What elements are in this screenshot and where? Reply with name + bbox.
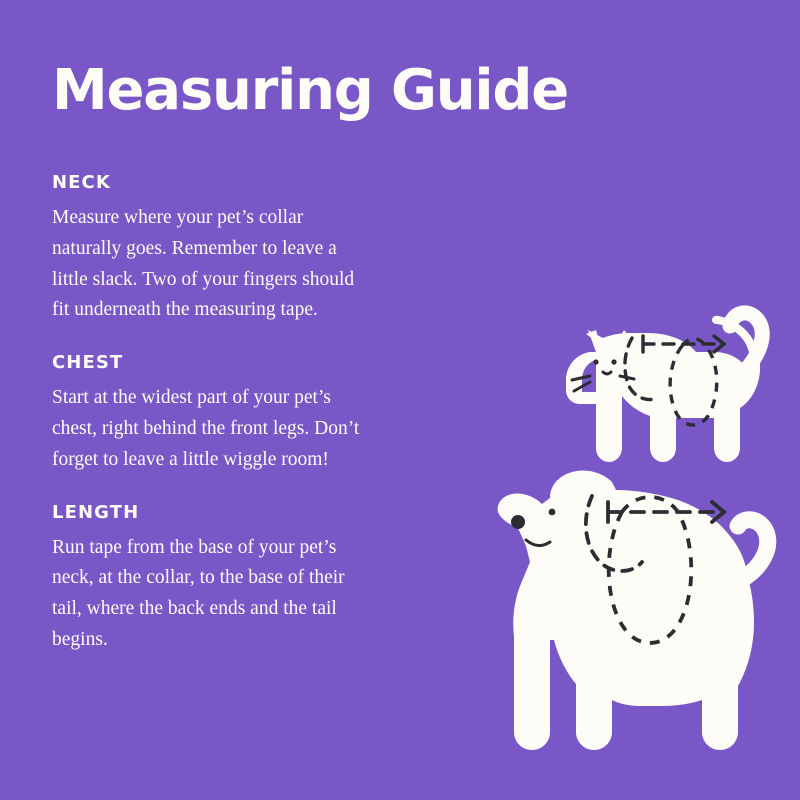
dog-illustration (498, 470, 768, 750)
section-heading-length: LENGTH (52, 501, 140, 523)
dog-eye (549, 509, 556, 516)
section-length (52, 502, 382, 656)
page-title: Measuring Guide (52, 58, 569, 123)
section-body-neck: Measure where your pet’s collar naturally goes. Remember to leave a little slack. Two of your fingers should fit underneath the measuring tape. (52, 207, 355, 321)
section-heading-neck: NECK (52, 172, 111, 193)
section-body-chest: Start at the widest part of your pet’s chest, right behind the front legs. Don’t forget to leave a little wiggle room! (52, 387, 360, 470)
section-chest (52, 352, 382, 475)
section-body-length: Run tape from the base of your pet’s neck, at the collar, to the base of their tail, where the back ends and the tail begins. (52, 536, 345, 650)
instructions-column (52, 172, 382, 656)
cat-illustration (566, 313, 762, 462)
dog-nose (511, 515, 525, 529)
section-neck (52, 172, 382, 326)
illustrations-area (400, 0, 800, 800)
section-heading-chest: CHEST (52, 352, 124, 374)
